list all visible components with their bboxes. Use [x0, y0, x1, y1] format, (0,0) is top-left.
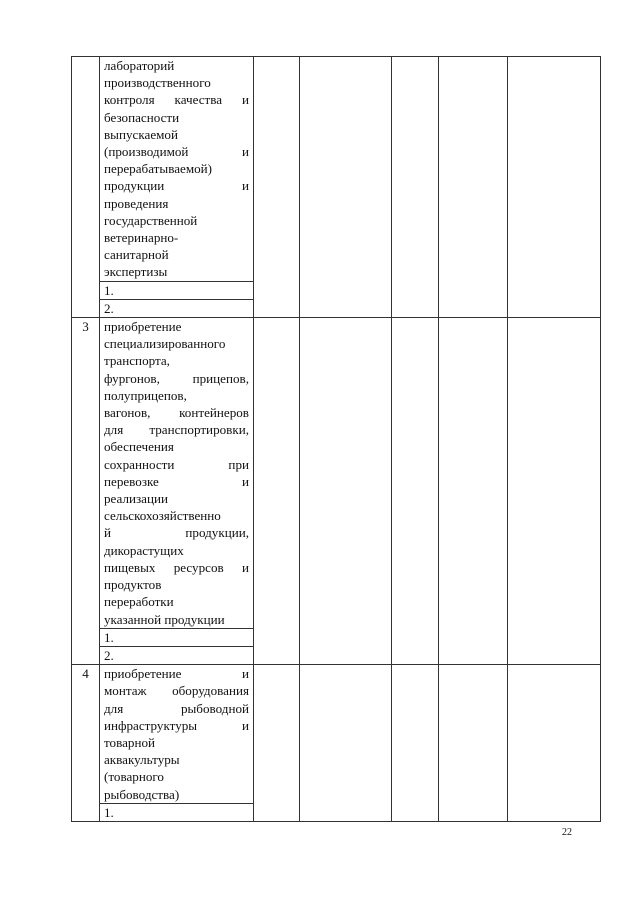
sub-item: 1.	[100, 628, 254, 646]
table-row	[72, 57, 601, 282]
description-line: реализации	[104, 491, 168, 507]
sub-item: 1.	[100, 803, 254, 821]
row-number: 4	[72, 665, 100, 822]
description-line: товарной	[104, 734, 156, 750]
description-line: лабораторий	[104, 58, 175, 73]
description-line: рыбоводства)	[104, 786, 180, 802]
description-line: выпускаемой	[104, 126, 178, 142]
description-line: продуктов	[104, 577, 162, 593]
description-line: монтаж оборудования	[104, 683, 249, 699]
description-line: дикорастущих	[104, 542, 184, 558]
description-line: производственного	[104, 75, 211, 91]
description-line: (производимой и	[104, 144, 249, 160]
empty-cell	[392, 318, 439, 665]
description-line: продукции и	[104, 178, 249, 194]
description-line: указанной продукции	[104, 611, 225, 627]
description-line: перевозке и	[104, 473, 249, 489]
table	[71, 56, 601, 822]
description-line: инфраструктуры и	[104, 717, 249, 733]
empty-cell	[254, 318, 300, 665]
empty-cell	[254, 665, 300, 822]
description-line: безопасности	[104, 109, 180, 125]
description-line: сельскохозяйственно	[104, 508, 221, 524]
table-row	[72, 318, 601, 629]
description-line: государственной	[104, 212, 198, 228]
empty-cell	[254, 57, 300, 318]
description-line: контроля качества и	[104, 92, 249, 108]
description-line: фургонов, прицепов,	[104, 370, 249, 386]
description-line: пищевых ресурсов и	[104, 559, 249, 575]
description-line: вагонов, контейнеров	[104, 405, 249, 421]
empty-cell	[300, 318, 392, 665]
description-line: (товарного	[104, 769, 164, 785]
description-line: полуприцепов,	[104, 387, 187, 403]
description-line: переработки	[104, 594, 174, 610]
description-line: ветеринарно-	[104, 230, 179, 246]
row-description	[100, 57, 254, 282]
description-line: проведения	[104, 195, 169, 211]
table-row	[72, 665, 601, 804]
description-line: обеспечения	[104, 439, 174, 455]
empty-cell	[439, 57, 508, 318]
description-line: аквакультуры	[104, 752, 180, 768]
empty-cell	[508, 57, 601, 318]
empty-cell	[439, 665, 508, 822]
description-line: сохранности при	[104, 456, 249, 472]
empty-cell	[508, 665, 601, 822]
description-line: приобретение и	[104, 666, 249, 682]
description-line: специализированного	[104, 336, 226, 352]
empty-cell	[508, 318, 601, 665]
empty-cell	[300, 665, 392, 822]
row-description	[100, 665, 254, 804]
row-number	[72, 57, 100, 318]
empty-cell	[439, 318, 508, 665]
sub-item: 2.	[100, 646, 254, 664]
description-line: для рыбоводной	[104, 700, 249, 716]
sub-item: 1.	[100, 281, 254, 299]
sub-item: 2.	[100, 299, 254, 317]
empty-cell	[300, 57, 392, 318]
description-line: перерабатываемой)	[104, 161, 213, 177]
row-description	[100, 318, 254, 629]
page-number: 22	[562, 827, 572, 838]
description-line: экспертизы	[104, 264, 168, 280]
description-line: для транспортировки,	[104, 422, 249, 438]
description-line: санитарной	[104, 247, 169, 263]
row-number: 3	[72, 318, 100, 665]
empty-cell	[392, 665, 439, 822]
description-line: транспорта,	[104, 353, 170, 369]
description-line: й продукции,	[104, 525, 249, 541]
empty-cell	[392, 57, 439, 318]
description-line: приобретение	[104, 319, 182, 335]
